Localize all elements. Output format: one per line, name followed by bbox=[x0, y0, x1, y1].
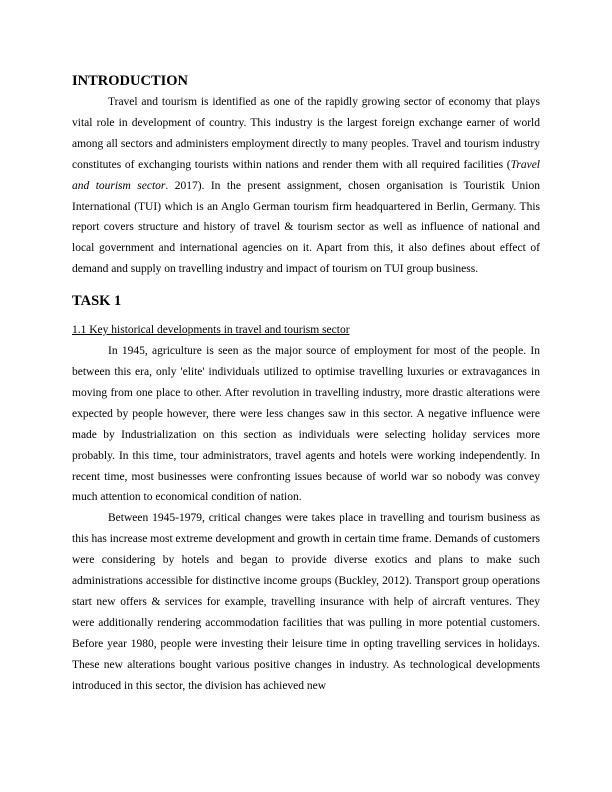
task-heading: TASK 1 bbox=[72, 293, 122, 310]
section-subheading: 1.1 Key historical developments in travel and tourism sector bbox=[72, 324, 350, 337]
introduction-heading: INTRODUCTION bbox=[72, 73, 189, 89]
introduction-paragraph bbox=[72, 92, 540, 280]
history-paragraph-1: In 1945, agriculture is seen as the major source of employment for most of the people. In between this era, only 'elite' individuals utilized to optimise travelling luxuries or extravagances in moving from one place to other. After revolution in travelling industry, more drastic alterations were expected by people however, there were less changes saw in this sector. A negative influence were made by Industrialization on this section as individuals were selecting holiday services more probably. In this time, tour administrators, travel agents and hotels were working independently. In recent time, most businesses were confronting issues because of world war so nobody was convey much attention to economical condition of nation. bbox=[72, 345, 540, 504]
history-paragraph-2: Between 1945-1979, critical changes were takes place in travelling and tourism business as this has increase most extreme development and growth in certain time frame. Demands of customers were considering by hotels and began to provide diverse exotics and plans to make such administrations accessible for distinctive income groups (Buckley, 2012). Transport group operations start new offers & services for example, travelling insurance with help of aircraft ventures. They were additionally rendering accommodation facilities that was pulling in more potential customers. Before year 1980, people were investing their leisure time in opting travelling services in holidays. These new alterations bought various positive changes in industry. As technological developments introduced in this sector, the division has achieved new bbox=[72, 512, 540, 692]
document-page bbox=[72, 72, 540, 696]
intro-text-part-1: Travel and tourism is identified as one of the rapidly growing sector of economy that plays vital role in development of country. This industry is the largest foreign exchange earner of world among all sectors and administers employment directly to many peoples. Travel and tourism industry constitutes of exchanging tourists within nations and render them with all required facilities ( bbox=[72, 96, 540, 171]
intro-citation: Travel and tourism sector bbox=[72, 158, 540, 192]
intro-text-part-2: . 2017). In the present assignment, chosen organisation is Touristik Union International (TUI) which is an Anglo German tourism firm headquartered in Berlin, Germany. This report covers structure and history of travel & tourism sector as well as influence of national and local government and international agencies on it. Apart from this, it also defines about effect of demand and supply on travelling industry and impact of tourism on TUI group business. bbox=[72, 179, 541, 276]
